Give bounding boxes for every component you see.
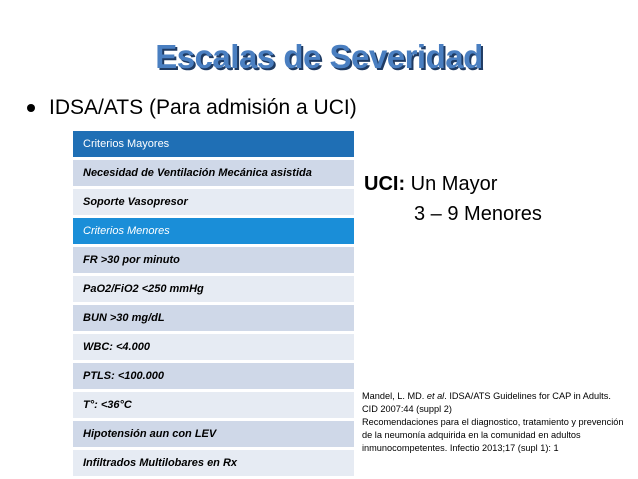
slide-title: Escalas de Severidad [155,38,483,75]
table-row: PaO2/FiO2 <250 mmHg [73,276,354,302]
uci-line1: Un Mayor [410,173,498,195]
reference-line3: Recomendaciones para el diagnostico, tratamiento y prevención de la neumonía adquirida en la comunidad en adultos inmunocompetentes. Infectio 2013;17 (supl 1): 1 [362,417,624,453]
table-row: PTLS: <100.000 [73,363,354,389]
uci-label: UCI: [364,173,406,195]
reference-line2: CID 2007:44 (suppl 2) [362,404,452,414]
uci-summary [364,169,542,229]
table-row: Hipotensión aun con LEV [73,421,354,447]
table-row: FR >30 por minuto [73,247,354,273]
criteria-table [73,131,354,479]
minor-criteria-header: Criterios Menores [73,218,354,244]
table-row: Necesidad de Ventilación Mecánica asistida [73,160,354,186]
reference-text [362,390,632,455]
reference-line1-etal: et al [426,391,445,401]
bullet-dot-icon [27,104,35,112]
table-row: Infiltrados Multilobares en Rx [73,450,354,476]
table-row: T°: <36°C [73,392,354,418]
table-row: BUN >30 mg/dL [73,305,354,331]
table-row: Soporte Vasopresor [73,189,354,215]
uci-line2: 3 – 9 Menores [414,203,542,225]
major-criteria-header: Criterios Mayores [73,131,354,157]
reference-line1-post: . IDSA/ATS Guidelines for CAP in Adults. [444,391,611,401]
bullet-text: IDSA/ATS (Para admisión a UCI) [49,96,357,119]
table-row: WBC: <4.000 [73,334,354,360]
reference-line1-pre: Mandel, L. MD. [362,391,427,401]
bullet-item [27,96,357,120]
